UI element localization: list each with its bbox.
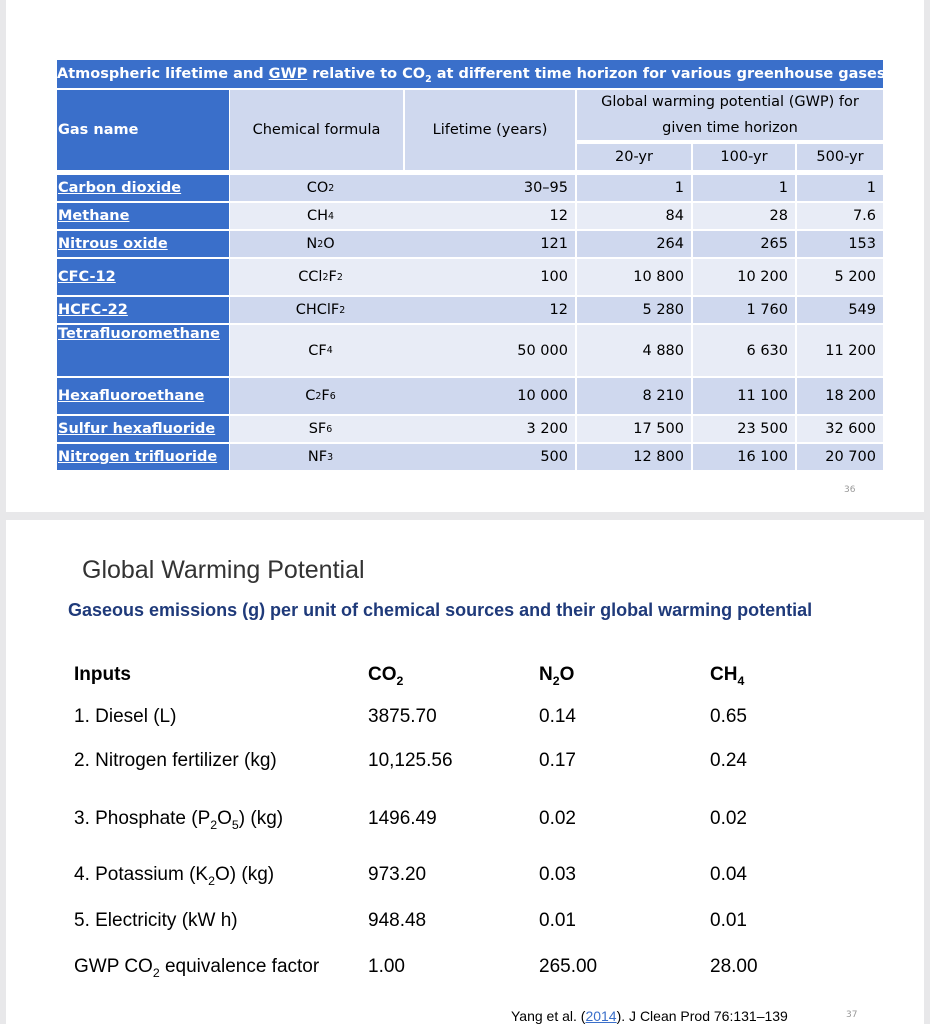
row-ch4: 0.02 — [710, 808, 747, 829]
table-row — [57, 231, 883, 257]
header-gas-name: Gas name — [57, 90, 229, 170]
header-100yr: 100-yr — [693, 144, 795, 170]
cell-gwp-500yr: 549 — [797, 297, 883, 323]
header-gwp-line1: Global warming potential (GWP) for — [601, 94, 859, 110]
table-title — [57, 60, 886, 88]
cell-gwp-500yr: 5 200 — [797, 259, 883, 295]
table-row — [57, 444, 883, 470]
cell-gas-name-link[interactable]: Nitrous oxide — [57, 231, 229, 257]
cell-gas-name-link[interactable]: Tetrafluoromethane — [57, 325, 229, 376]
cell-gwp-500yr: 7.6 — [797, 203, 883, 229]
cell-gwp-20yr: 4 880 — [577, 325, 691, 376]
header-chemical-formula: Chemical formula — [230, 90, 403, 170]
row-n2o: 0.17 — [539, 750, 576, 771]
header-500yr: 500-yr — [797, 144, 883, 170]
cell-formula: C 2 F 6 — [230, 378, 407, 414]
row-ch4: 0.01 — [710, 910, 747, 931]
cell-lifetime: 3 200 — [405, 416, 575, 442]
cell-lifetime: 100 — [405, 259, 575, 295]
cell-gas-name-link[interactable]: Nitrogen trifluoride — [57, 444, 229, 470]
col-ch4-header: $CH_4$ — [710, 664, 745, 688]
table-row — [57, 416, 883, 442]
slide-subtitle: Gaseous emissions (g) per unit of chemical sources and their global warming potential — [68, 600, 813, 620]
row-n2o: 0.03 — [539, 864, 576, 885]
row-n2o: 0.14 — [539, 706, 576, 727]
title-sub: 2 — [425, 73, 432, 85]
citation-post: ). J Clean Prod 76:131–139 — [616, 1008, 788, 1024]
cell-formula: SF 6 — [230, 416, 407, 442]
row-label: 4. Potassium $(K_2O)$ (kg) — [74, 864, 275, 888]
cell-gas-name-link[interactable]: Carbon dioxide — [57, 175, 229, 201]
cell-gas-name-link[interactable]: Sulfur hexafluoride — [57, 416, 229, 442]
header-lifetime: Lifetime (years) — [405, 90, 575, 170]
table-row — [57, 325, 883, 376]
cell-gwp-20yr: 84 — [577, 203, 691, 229]
cell-formula: CO 2 — [230, 175, 407, 201]
cell-gwp-20yr: 5 280 — [577, 297, 691, 323]
cell-gas-name-link[interactable]: HCFC-22 — [57, 297, 229, 323]
cell-gwp-100yr: 11 100 — [693, 378, 795, 414]
citation-year-link[interactable]: 2014 — [585, 1008, 617, 1024]
cell-gwp-500yr: 32 600 — [797, 416, 883, 442]
cell-lifetime: 50 000 — [405, 325, 575, 376]
title-text-b: relative to CO — [307, 66, 426, 82]
header-gwp-line2: given time horizon — [662, 120, 798, 136]
cell-gwp-20yr: 8 210 — [577, 378, 691, 414]
cell-lifetime: 500 — [405, 444, 575, 470]
cell-formula: CF 4 — [230, 325, 407, 376]
cell-gwp-100yr: 23 500 — [693, 416, 795, 442]
cell-gas-name-link[interactable]: Hexafluoroethane — [57, 378, 229, 414]
cell-gwp-500yr: 18 200 — [797, 378, 883, 414]
row-ch4: 28.00 — [710, 956, 758, 977]
row-label: 1. Diesel (L) — [74, 706, 177, 727]
row-ch4: 0.24 — [710, 750, 747, 771]
page-number: 37 — [846, 1010, 858, 1020]
title-text-a: Atmospheric lifetime and — [57, 66, 269, 82]
row-label: GWP $CO_2$ equivalence factor — [74, 956, 320, 980]
cell-gwp-500yr: 1 — [797, 175, 883, 201]
citation — [511, 1008, 788, 1024]
cell-gas-name-link[interactable]: CFC-12 — [57, 259, 229, 295]
row-co2: 1496.49 — [368, 808, 437, 829]
cell-gwp-500yr: 153 — [797, 231, 883, 257]
row-label: 5. Electricity (kW h) — [74, 910, 238, 931]
cell-gwp-20yr: 264 — [577, 231, 691, 257]
table-row — [57, 297, 883, 323]
cell-gwp-500yr: 11 200 — [797, 325, 883, 376]
row-n2o: 265.00 — [539, 956, 598, 977]
cell-lifetime: 10 000 — [405, 378, 575, 414]
table-row — [57, 175, 883, 201]
cell-gwp-100yr: 6 630 — [693, 325, 795, 376]
cell-gwp-20yr: 17 500 — [577, 416, 691, 442]
row-n2o: 0.02 — [539, 808, 576, 829]
row-co2: 1.00 — [368, 956, 405, 977]
cell-gwp-100yr: 10 200 — [693, 259, 795, 295]
title-gwp-link[interactable]: GWP — [268, 66, 308, 82]
cell-gwp-100yr: 1 760 — [693, 297, 795, 323]
header-gwp — [577, 90, 883, 140]
cell-formula: CHClF 2 — [230, 297, 407, 323]
cell-gwp-20yr: 1 — [577, 175, 691, 201]
cell-gwp-100yr: 16 100 — [693, 444, 795, 470]
col-co2-header: $CO_2$ — [368, 664, 404, 688]
slide-37 — [6, 520, 924, 1024]
table-row — [57, 203, 883, 229]
row-co2: 973.20 — [368, 864, 427, 885]
cell-formula: NF 3 — [230, 444, 407, 470]
cell-lifetime: 12 — [405, 203, 575, 229]
title-text-c: at different time horizon for various greenhouse gases — [431, 66, 886, 82]
row-label: 3. Phosphate $(P_2O_5)$ (kg) — [74, 808, 284, 832]
row-n2o: 0.01 — [539, 910, 576, 931]
cell-gwp-20yr: 12 800 — [577, 444, 691, 470]
page-number: 36 — [844, 485, 856, 495]
row-co2: 3875.70 — [368, 706, 437, 727]
cell-formula: CH 4 — [230, 203, 407, 229]
row-co2: 948.48 — [368, 910, 427, 931]
row-ch4: 0.04 — [710, 864, 747, 885]
cell-gwp-100yr: 28 — [693, 203, 795, 229]
slide-36 — [6, 0, 924, 512]
slide-title: Global Warming Potential — [82, 556, 365, 584]
cell-gwp-100yr: 1 — [693, 175, 795, 201]
row-ch4: 0.65 — [710, 706, 747, 727]
cell-formula: CCl 2 F 2 — [230, 259, 407, 295]
table-row — [57, 378, 883, 414]
row-label: 2. Nitrogen fertilizer (kg) — [74, 750, 277, 771]
cell-gwp-500yr: 20 700 — [797, 444, 883, 470]
cell-formula: N 2 O — [230, 231, 407, 257]
table-row — [57, 259, 883, 295]
cell-lifetime: 30–95 — [405, 175, 575, 201]
cell-gwp-100yr: 265 — [693, 231, 795, 257]
col-n2o-header: $N_2O$ — [539, 664, 575, 688]
cell-lifetime: 12 — [405, 297, 575, 323]
cell-lifetime: 121 — [405, 231, 575, 257]
cell-gwp-20yr: 10 800 — [577, 259, 691, 295]
header-20yr: 20-yr — [577, 144, 691, 170]
citation-pre: Yang et al. ( — [511, 1008, 586, 1024]
col-inputs-header: Inputs — [74, 664, 131, 685]
row-co2: 10,125.56 — [368, 750, 453, 771]
cell-gas-name-link[interactable]: Methane — [57, 203, 229, 229]
